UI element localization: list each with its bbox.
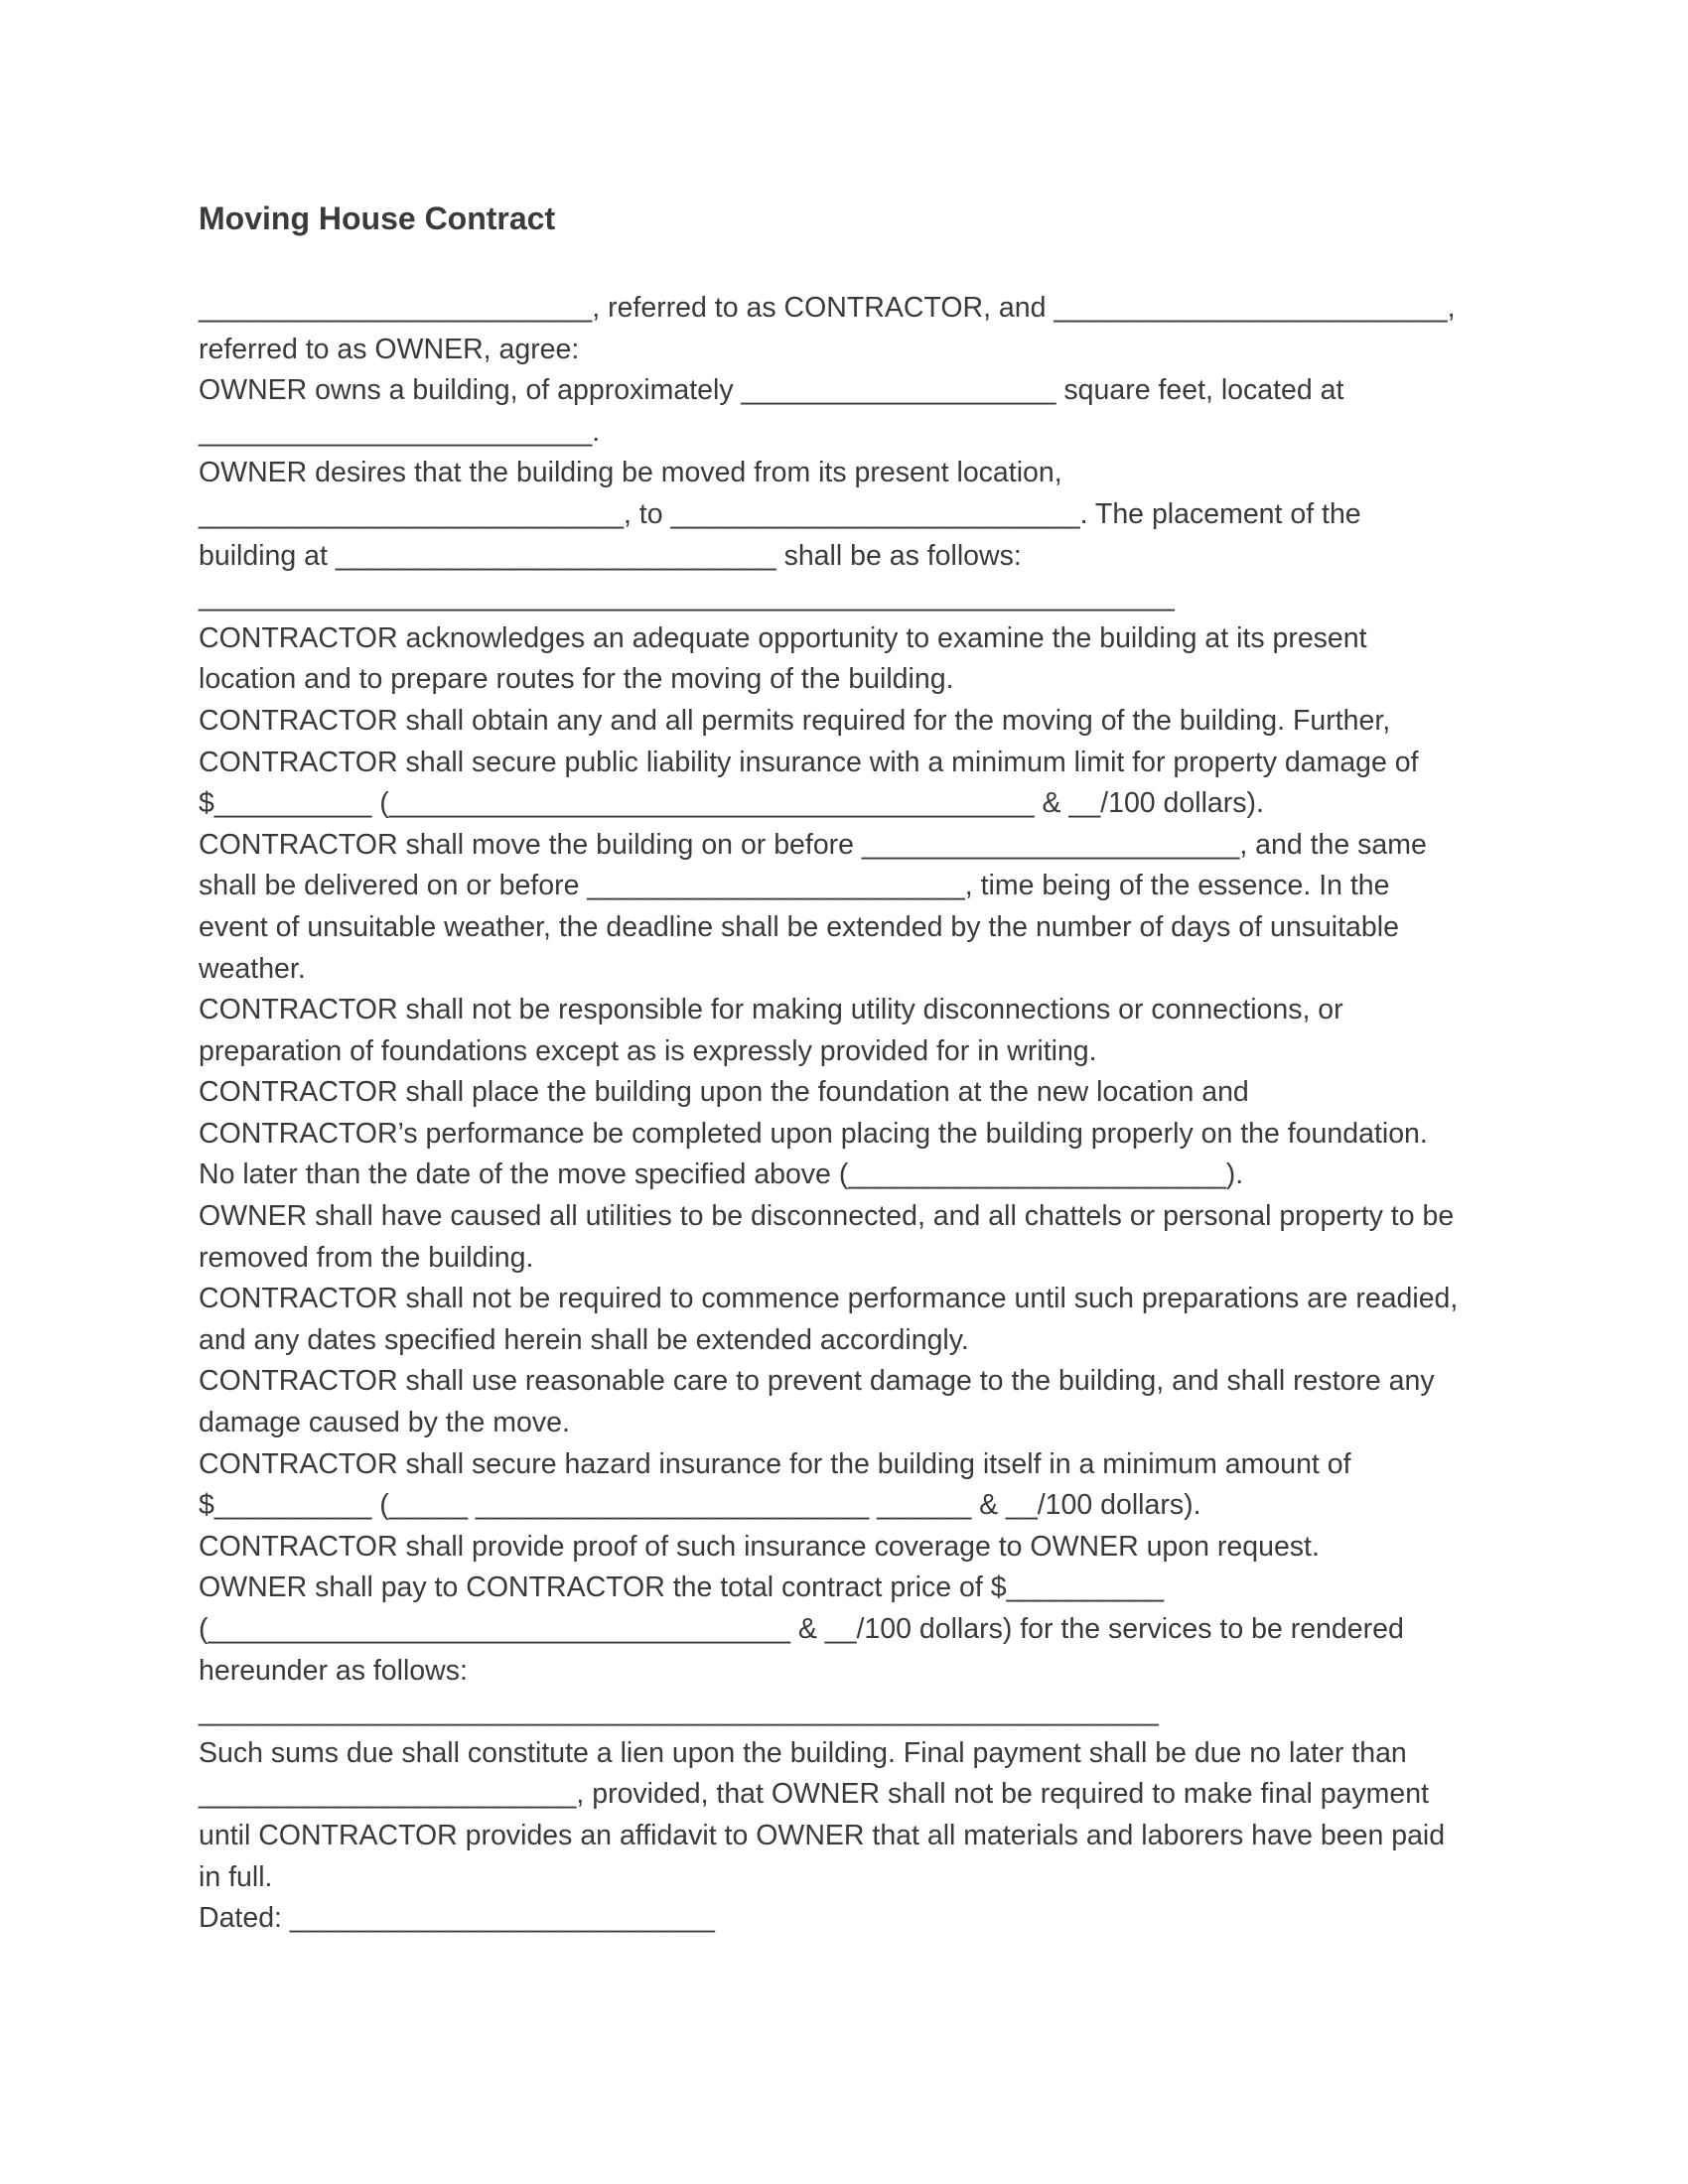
document-line: damage caused by the move. <box>199 1407 570 1439</box>
document-line: OWNER shall pay to CONTRACTOR the total contract price of $__________ <box>199 1571 1165 1604</box>
document-line: CONTRACTOR shall move the building on or before ________________________, and the same <box>199 828 1427 861</box>
document-line: building at ____________________________ shall be as follows: <box>199 539 1022 572</box>
document-title: Moving House Contract <box>199 201 556 236</box>
document-line: CONTRACTOR shall use reasonable care to prevent damage to the building, and shall restore any <box>199 1365 1435 1398</box>
document-line: _____________________________________________________________ <box>199 1696 1159 1728</box>
document-line: until CONTRACTOR provides an affidavit to OWNER that all materials and laborers have been paid <box>199 1819 1446 1851</box>
document-line: No later than the date of the move specified above (________________________). <box>199 1159 1244 1191</box>
document-line: location and to prepare routes for the moving of the building. <box>199 663 954 696</box>
document-line: $__________ (_____ _________________________ ______ & __/100 dollars). <box>199 1489 1201 1522</box>
document-line: OWNER shall have caused all utilities to be disconnected, and all chattels or personal property to be <box>199 1200 1455 1233</box>
document-line: OWNER owns a building, of approximately ____________________ square feet, located at <box>199 374 1344 407</box>
document-line: (_____________________________________ & __/100 dollars) for the services to be rendered <box>199 1613 1404 1645</box>
document-line: $__________ (_________________________________________ & __/100 dollars). <box>199 787 1264 820</box>
document-line: removed from the building. <box>199 1241 534 1274</box>
document-line: shall be delivered on or before ________________________, time being of the essence. In the <box>199 870 1390 902</box>
document-line: CONTRACTOR shall provide proof of such insurance coverage to OWNER upon request. <box>199 1530 1320 1563</box>
document-line: ________________________, provided, that OWNER shall not be required to make final payment <box>199 1778 1429 1811</box>
document-line: event of unsuitable weather, the deadline shall be extended by the number of days of unsuitable <box>199 910 1399 943</box>
document-line: in full. <box>199 1860 273 1893</box>
document-line: referred to as OWNER, agree: <box>199 333 580 365</box>
document-line: CONTRACTOR shall obtain any and all permits required for the moving of the building. Further, <box>199 704 1391 737</box>
document-line: weather. <box>199 952 306 985</box>
document-line: ______________________________________________________________ <box>199 581 1175 614</box>
document-line: CONTRACTOR shall secure hazard insurance for the building itself in a minimum amount of <box>199 1447 1351 1480</box>
document-line: and any dates specified herein shall be extended accordingly. <box>199 1323 969 1356</box>
document-page <box>199 189 1509 1940</box>
document-line: Dated: ___________________________ <box>199 1902 715 1935</box>
document-line: _________________________. <box>199 415 601 448</box>
document-line: CONTRACTOR acknowledges an adequate opportunity to examine the building at its present <box>199 621 1367 654</box>
document-line: preparation of foundations except as is expressly provided for in writing. <box>199 1034 1097 1067</box>
document-line: Such sums due shall constitute a lien upon the building. Final payment shall be due no later than <box>199 1736 1407 1769</box>
document-line: CONTRACTOR’s performance be completed upon placing the building properly on the foundation. <box>199 1117 1428 1150</box>
document-line: ___________________________, to __________________________. The placement of the <box>199 497 1361 530</box>
document-line: OWNER desires that the building be moved from its present location, <box>199 457 1062 489</box>
document-line: CONTRACTOR shall not be required to commence performance until such preparations are readied, <box>199 1283 1459 1315</box>
document-line: _________________________, referred to as CONTRACTOR, and _________________________, <box>199 292 1456 324</box>
document-line: hereunder as follows: <box>199 1654 468 1687</box>
document-line: CONTRACTOR shall not be responsible for making utility disconnections or connections, or <box>199 994 1343 1026</box>
document-line: CONTRACTOR shall secure public liability insurance with a minimum limit for property damage of <box>199 746 1419 778</box>
document-body <box>199 288 1509 1940</box>
document-line: CONTRACTOR shall place the building upon the foundation at the new location and <box>199 1076 1249 1109</box>
